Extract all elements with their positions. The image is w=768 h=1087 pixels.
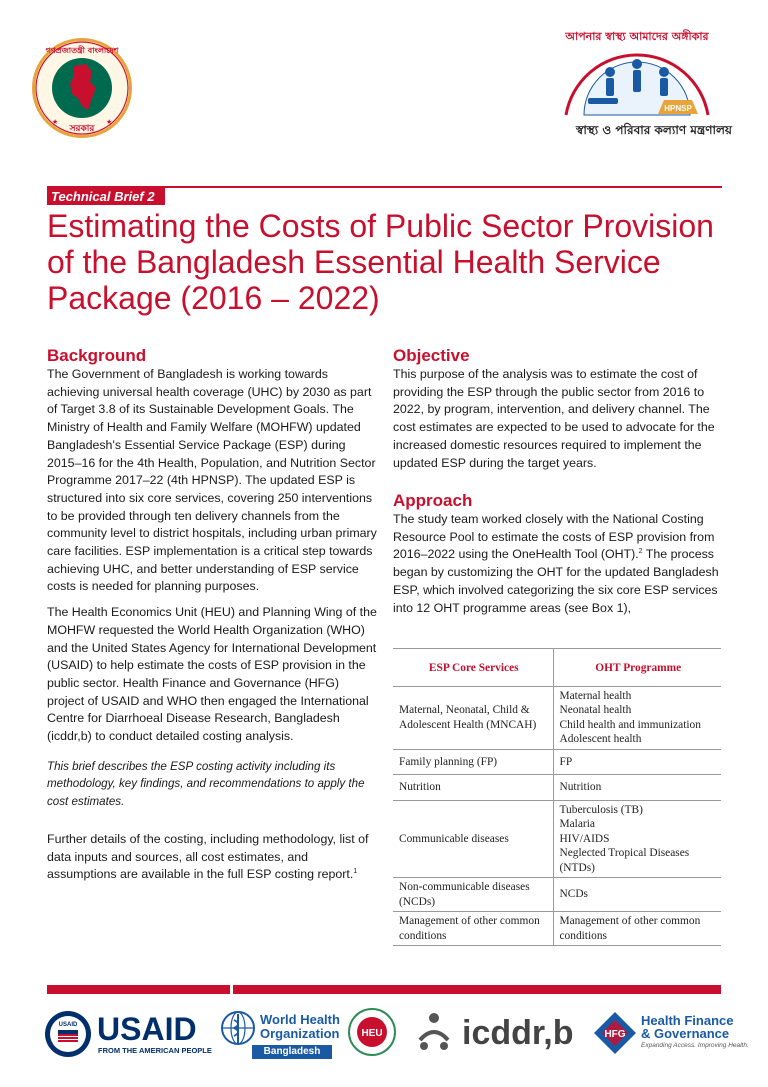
usaid-seal-icon [44, 1010, 92, 1058]
background-paragraph-4 [47, 831, 377, 884]
approach-heading: Approach [393, 491, 473, 510]
programme-cell [553, 775, 721, 801]
table-row [393, 686, 721, 749]
footer-rule-right [233, 985, 721, 994]
seal-bottom-text: সরকার [69, 124, 95, 134]
icddrb-wordmark: icddr,b [462, 1014, 574, 1052]
footer-rule-left [47, 985, 230, 994]
programme-item: Nutrition [559, 781, 602, 793]
hfg-name-line1: Health Finance [641, 1013, 734, 1028]
service-cell: Nutrition [393, 775, 553, 801]
who-name-line1: World Health [260, 1012, 340, 1027]
hfg-tagline: Expanding Access. Improving Health. [641, 1042, 749, 1049]
programme-item: Neglected Tropical Diseases (NTDs) [559, 847, 690, 874]
svg-text:★: ★ [106, 119, 113, 126]
programme-item: HIV/AIDS [559, 832, 610, 845]
programme-item: NCDs [559, 888, 588, 901]
table-header-row [393, 649, 721, 687]
background-paragraph-3: This brief describes the ESP costing activity including its methodology, key findings, and recommendations to apply the cost estimates. [47, 759, 365, 809]
service-cell: Maternal, Neonatal, Child & Adolescent Health (MNCAH) [393, 686, 553, 749]
background-paragraph-2: The Health Economics Unit (HEU) and Planning Wing of the MOHFW requested the World Health Organization (WHO) and the United States Agency for International Development (USAID) to help estimate the costs of ESP provision in the public sector. Health Finance and Governance (HFG) project of USAID and WHO then engaged the International Centre for Diarrhoeal Disease Research, Bangladesh (icddr,b) to conduct detailed costing analysis. [47, 605, 377, 744]
table-row [393, 749, 721, 775]
background-section [47, 346, 377, 884]
footnote-1-marker: 1 [353, 868, 358, 876]
table-row [393, 878, 721, 912]
background-heading: Background [47, 346, 147, 365]
programme-item: FP [559, 755, 573, 768]
table-row [393, 912, 721, 946]
programme-item: Neonatal health [559, 704, 632, 716]
programme-cell [553, 800, 721, 878]
service-cell: Non-communicable diseases (NCDs) [393, 878, 553, 912]
hfg-emblem-icon [592, 1010, 638, 1056]
service-cell: Family planning (FP) [393, 749, 553, 775]
programme-cell [553, 912, 721, 946]
programme-item: Maternal health [559, 689, 632, 702]
heu-logo-text: HEU [361, 1028, 383, 1039]
hpnsp-badge: HPNSP [664, 104, 692, 113]
hpnsp-arc-text: আপনার স্বাস্থ্য আমাদের অঙ্গীকার [565, 30, 709, 43]
page-title: Estimating the Costs of Public Sector Provision of the Bangladesh Essential Health Service Package (2016 – 2022) [47, 208, 714, 316]
programme-cell [553, 749, 721, 775]
programme-item: Management of other common conditions [559, 915, 701, 942]
programme-item: Malaria [559, 818, 595, 830]
column-header-esp: ESP Core Services [393, 649, 553, 687]
esp-oht-table [393, 648, 721, 946]
service-cell: Management of other common conditions [393, 912, 553, 946]
programme-item: Tuberculosis (TB) [559, 803, 643, 816]
bangladesh-government-seal [30, 36, 134, 140]
objective-paragraph: This purpose of the analysis was to estimate the cost of providing the ESP through the public sector from 2016 to 2022, by program, intervention, and delivery channel. The cost estimates are expected to be used to advocate for the increased domestic resources required to implement the updated ESP during the target years. [393, 367, 715, 470]
seal-top-text: গণপ্রজাতন্ত্রী বাংলাদেশ [45, 46, 119, 55]
programme-cell [553, 878, 721, 912]
column-header-oht: OHT Programme [553, 649, 721, 687]
usaid-wordmark: USAID [97, 1011, 197, 1047]
background-paragraph-4-text: Further details of the costing, including methodology, list of data inputs and sources, all cost estimates, and assumptions are available in the full ESP costing report. [47, 831, 369, 882]
table-row [393, 800, 721, 878]
icddrb-emblem-icon [414, 1010, 454, 1052]
usaid-tagline: FROM THE AMERICAN PEOPLE [98, 1046, 212, 1055]
hfg-emblem-text: HFG [604, 1029, 626, 1040]
who-country-badge: Bangladesh [252, 1045, 332, 1059]
table-row [393, 775, 721, 801]
heu-logo-icon [348, 1008, 396, 1056]
brief-label: Technical Brief 2 [47, 186, 165, 205]
approach-paragraph-b: The process began by customizing the OHT for the updated Bangladesh ESP, which involved categorizing the six core ESP services into 12 OHT programme areas (see Box 1), [393, 547, 719, 615]
usaid-seal-text: USAID [58, 1022, 78, 1028]
ministry-name: স্বাস্থ্য ও পরিবার কল্যাণ মন্ত্রণালয় [576, 123, 732, 137]
programme-item: Adolescent health [559, 733, 642, 745]
approach-section [393, 491, 723, 617]
background-paragraph-1: The Government of Bangladesh is working towards achieving universal health coverage (UHC) by 2030 as part of Target 3.8 of its Sustainable Development Goals. The Ministry of Health and Family Welfare (MOHFW) updated Bangladesh's Essential Service Package (ESP) during 2015–16 for the 4th Health, Population, and Nutrition Sector Programme 2017–22 (4th HPNSP). The updated ESP is structured into six core services, covering 250 interventions to be provided through ten delivery channels from the community level to district hospitals, including urban primary care facilities. ESP implementation is a critical step towards achieving UHC, and better understanding of ESP service costs is needed for planning purposes. [47, 367, 377, 594]
footnote-2-marker: 2 [638, 548, 643, 556]
approach-paragraph-a: The study team worked closely with the National Costing Resource Pool to estimate the costs of ESP provision from 2016–2022 using the OneHealth Tool (OHT). [393, 512, 715, 562]
who-emblem-icon [220, 1010, 256, 1046]
hfg-name-line2: & Governance [641, 1026, 730, 1041]
service-cell: Communicable diseases [393, 800, 553, 878]
programme-item: Child health and immunization [559, 718, 701, 731]
objective-section [393, 346, 723, 472]
objective-heading: Objective [393, 346, 470, 365]
approach-paragraph [393, 511, 723, 617]
who-name-line2: Organization [260, 1026, 340, 1041]
programme-cell [553, 686, 721, 749]
svg-text:★: ★ [52, 119, 59, 126]
